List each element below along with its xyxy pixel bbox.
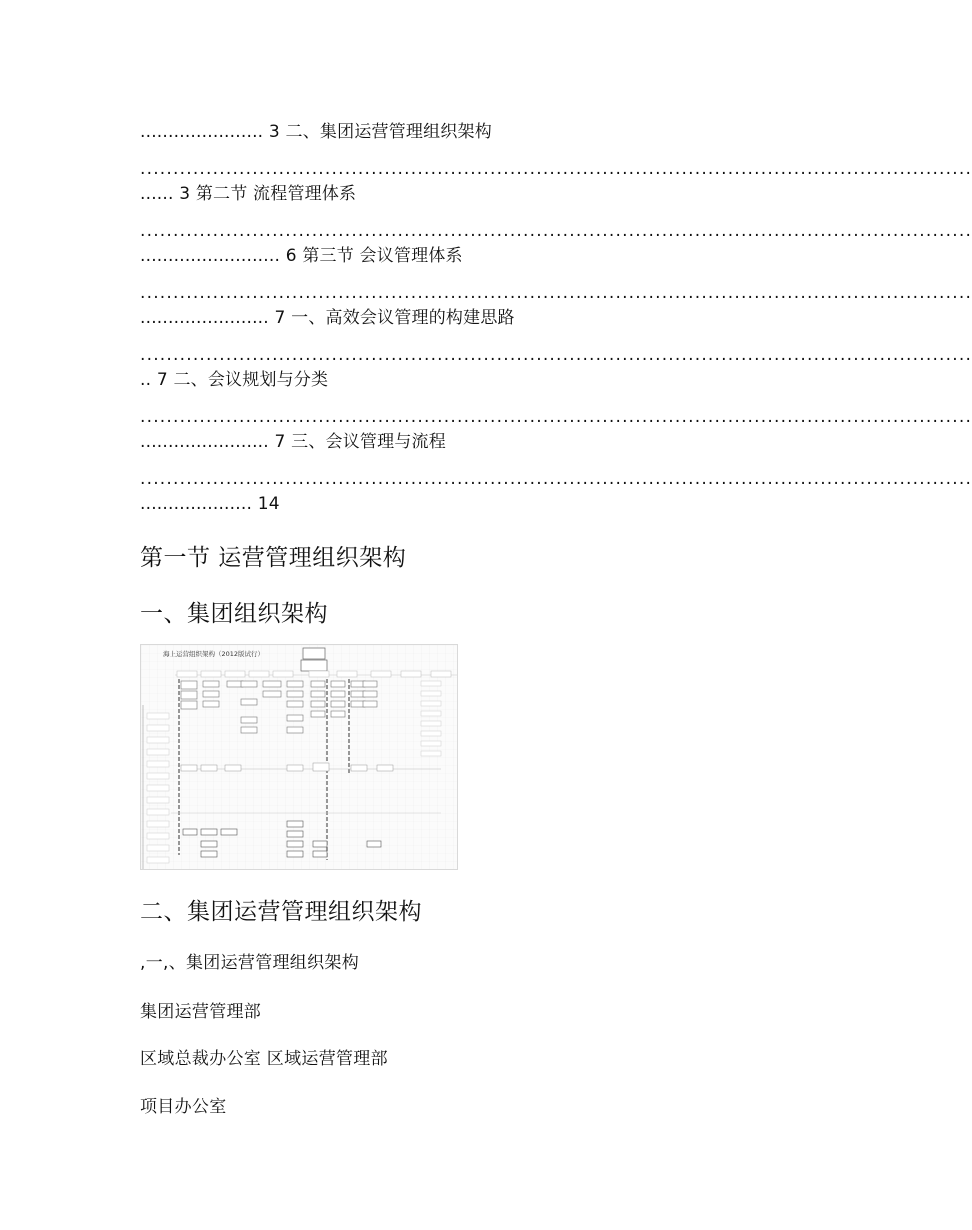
toc-dots: .. bbox=[140, 370, 152, 390]
toc-line-4[interactable] bbox=[140, 307, 804, 329]
toc-line-5[interactable] bbox=[140, 369, 804, 391]
body-paragraph: 集团运营管理部 bbox=[140, 1002, 262, 1022]
toc-entry-text: 7 一、高效会议管理的构建思路 bbox=[274, 308, 515, 328]
toc-entry-text: 6 第三节 会议管理体系 bbox=[285, 246, 463, 266]
toc-dots: .................... bbox=[140, 494, 253, 514]
toc-dots: ...................... bbox=[140, 122, 264, 142]
toc-line-2[interactable] bbox=[140, 183, 804, 205]
toc-dots-line: .............................................................................................................................. bbox=[140, 345, 972, 365]
toc-line-1[interactable] bbox=[140, 121, 804, 143]
toc-entry-text: 3 第二节 流程管理体系 bbox=[179, 184, 357, 204]
toc-line-6[interactable] bbox=[140, 431, 804, 453]
toc-dots: ....................... bbox=[140, 432, 269, 452]
org-chart-title: 海上运营组织架构（2012版试行） bbox=[163, 650, 265, 658]
subsection-heading: 二、集团运营管理组织架构 bbox=[140, 899, 422, 925]
toc-line-7[interactable] bbox=[140, 493, 804, 515]
toc-dots-line: .............................................................................................................................. bbox=[140, 283, 972, 303]
body-paragraph: 区域总裁办公室 区域运营管理部 bbox=[140, 1049, 388, 1069]
body-paragraph: ,一,、集团运营管理组织架构 bbox=[140, 953, 360, 973]
org-chart-figure bbox=[140, 644, 458, 870]
toc-dots-line: .............................................................................................................................. bbox=[140, 469, 972, 489]
org-chart-graphic bbox=[141, 645, 457, 869]
toc-dots-line: .............................................................................................................................. bbox=[140, 221, 972, 241]
toc-dots-line: .............................................................................................................................. bbox=[140, 407, 972, 427]
subsection-heading: 一、集团组织架构 bbox=[140, 601, 328, 627]
toc-line-3[interactable] bbox=[140, 245, 804, 267]
toc-entry-text: 7 三、会议管理与流程 bbox=[274, 432, 446, 452]
toc-dots: ....................... bbox=[140, 308, 269, 328]
toc-dots: ......................... bbox=[140, 246, 281, 266]
toc-dots: ...... bbox=[140, 184, 174, 204]
toc-dots-line: .............................................................................................................................. bbox=[140, 159, 972, 179]
toc-entry-text: 3 二、集团运营管理组织架构 bbox=[268, 122, 492, 142]
body-paragraph: 项目办公室 bbox=[140, 1097, 227, 1117]
toc-entry-text: 7 二、会议规划与分类 bbox=[156, 370, 329, 390]
toc-entry-text: 14 bbox=[257, 494, 280, 514]
section-heading: 第一节 运营管理组织架构 bbox=[140, 545, 407, 571]
